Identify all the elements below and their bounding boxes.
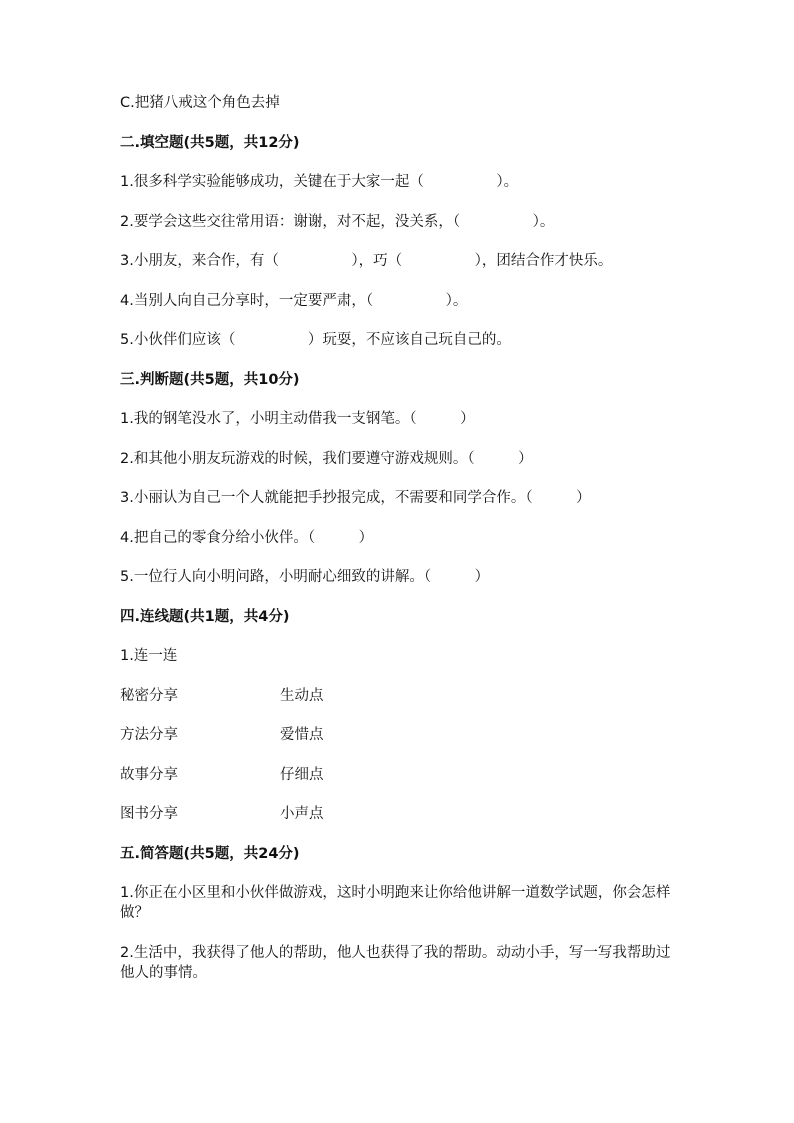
match-left-item: 方法分享	[120, 727, 178, 743]
fill-question-1: 1.很多科学实验能够成功，关键在于大家一起（ ）。	[120, 174, 519, 190]
match-left-item: 图书分享	[120, 806, 178, 822]
match-row	[120, 804, 680, 824]
match-left-item: 故事分享	[120, 766, 178, 783]
match-prompt: 1.连一连	[120, 648, 178, 664]
match-right-item: 爱惜点	[280, 727, 324, 743]
match-row	[120, 725, 680, 745]
judge-question-4: 4.把自己的零食分给小伙伴。（ ）	[120, 529, 374, 546]
match-row	[120, 765, 680, 785]
match-right-item: 小声点	[280, 806, 324, 822]
match-left-item: 秘密分享	[120, 687, 178, 704]
judge-question-3: 3.小丽认为自己一个人就能把手抄报完成，不需要和同学合作。（ ）	[120, 490, 591, 506]
match-right-item: 仔细点	[280, 766, 324, 783]
judge-section-heading: 三.判断题(共5题，共10分)	[120, 371, 300, 388]
fill-question-2: 2.要学会这些交往常用语：谢谢，对不起，没关系，（ ）。	[120, 213, 555, 230]
short-question-1: 1.你正在小区里和小伙伴做游戏，这时小明跑来让你给他讲解一道数学试题，你会怎样做？	[120, 885, 671, 921]
fill-question-5: 5.小伙伴们应该（ ）玩耍，不应该自己玩自己的。	[120, 332, 511, 348]
fill-question-3: 3.小朋友，来合作，有（ ），巧（ ），团结合作才快乐。	[120, 253, 613, 269]
short-section-heading: 五.简答题(共5题，共24分)	[120, 845, 300, 862]
judge-question-1: 1.我的钢笔没水了，小明主动借我一支钢笔。（ ）	[120, 411, 475, 427]
intro-option-c: C.把猪八戒这个角色去掉	[120, 95, 280, 111]
judge-question-5: 5.一位行人向小明问路，小明耐心细致的讲解。（ ）	[120, 569, 490, 585]
fill-section-heading: 二.填空题(共5题，共12分)	[120, 134, 300, 151]
judge-question-2: 2.和其他小朋友玩游戏的时候，我们要遵守游戏规则。（ ）	[120, 450, 533, 467]
exam-page	[120, 93, 680, 983]
match-row	[120, 686, 680, 706]
fill-question-4: 4.当别人向自己分享时，一定要严肃，（ ）。	[120, 292, 468, 309]
match-right-item: 生动点	[280, 687, 324, 704]
match-section-heading: 四.连线题(共1题，共4分)	[120, 608, 290, 625]
short-question-2: 2.生活中，我获得了他人的帮助，他人也获得了我的帮助。动动小手，写一写我帮助过他人的事情。	[120, 944, 671, 981]
